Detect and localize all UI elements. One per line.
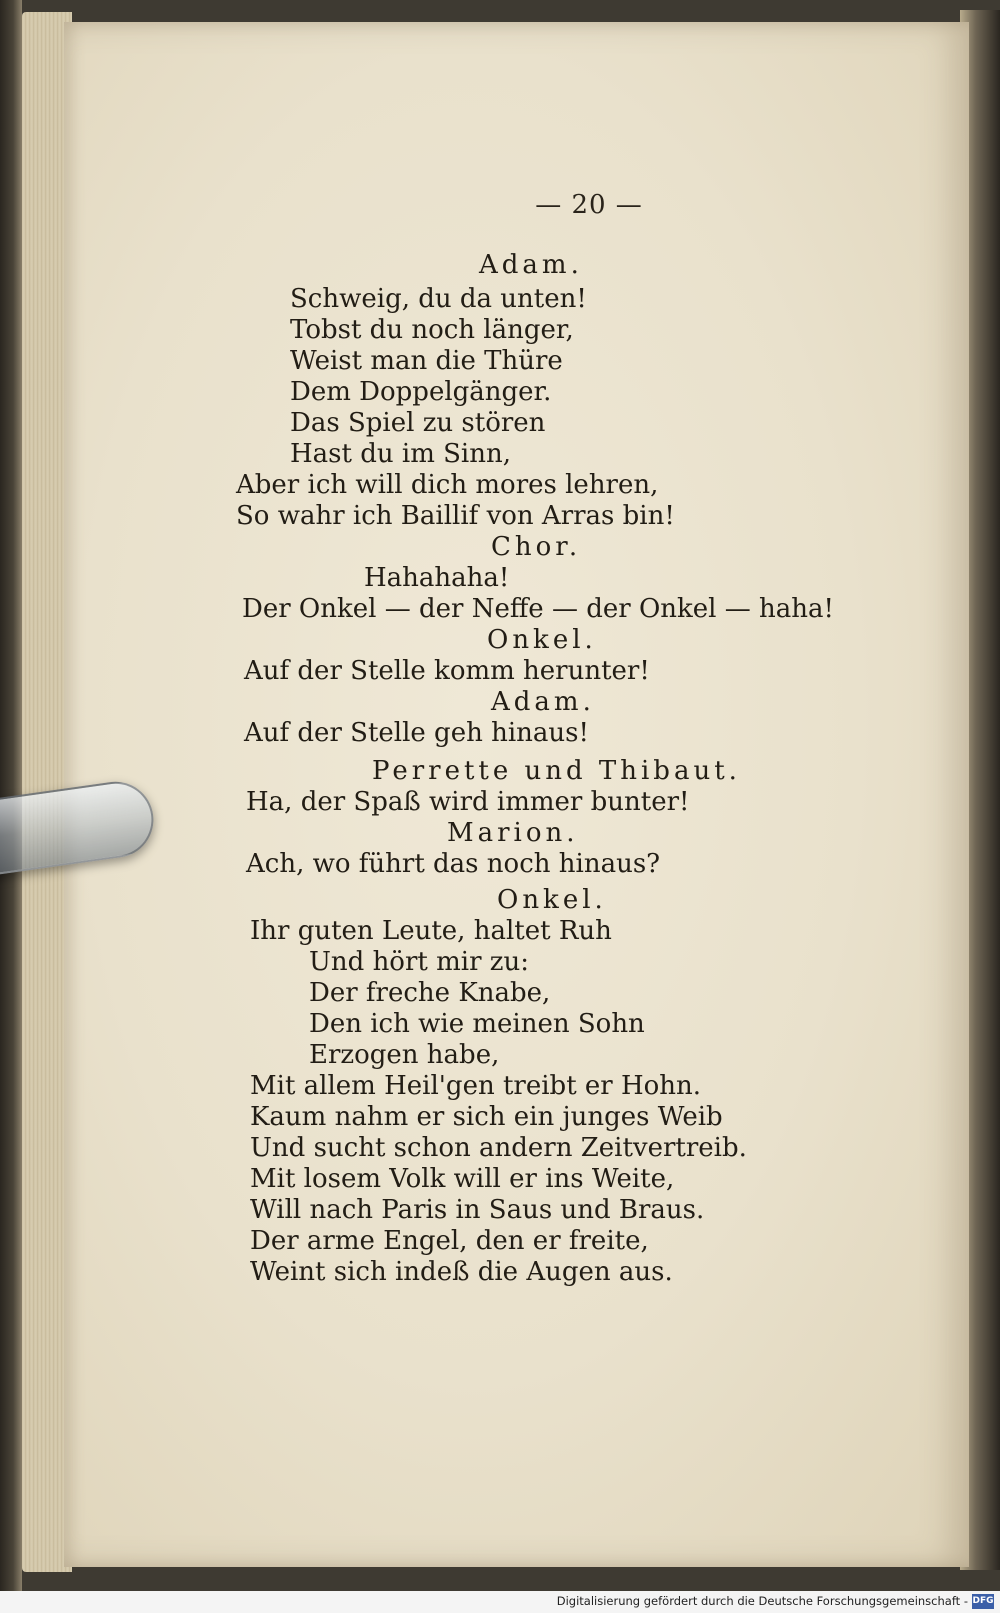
- speaker-onkel: Onkel.: [487, 625, 597, 655]
- verse-line: Ach, wo führt das noch hinaus?: [246, 849, 661, 879]
- book-page: [64, 22, 969, 1567]
- verse-line: Hast du im Sinn,: [290, 439, 511, 469]
- verse-line: Weint sich indeß die Augen aus.: [250, 1257, 673, 1287]
- verse-line: Will nach Paris in Saus und Braus.: [250, 1195, 705, 1225]
- speaker-onkel: Onkel.: [497, 885, 607, 915]
- speaker-marion: Marion.: [447, 818, 579, 848]
- verse-line: Ihr guten Leute, haltet Ruh: [250, 916, 612, 946]
- verse-line: Das Spiel zu stören: [290, 408, 546, 438]
- verse-line: Auf der Stelle komm herunter!: [244, 656, 650, 686]
- speaker-adam: Adam.: [491, 687, 595, 717]
- verse-line: Ha, der Spaß wird immer bunter!: [246, 787, 690, 817]
- funding-notice: Digitalisierung gefördert durch die Deutsche Forschungsgemeinschaft -: [556, 1594, 968, 1608]
- verse-line: Tobst du noch länger,: [290, 315, 574, 345]
- verse-line: So wahr ich Baillif von Arras bin!: [236, 501, 675, 531]
- verse-line: Mit allem Heil'gen treibt er Hohn.: [250, 1071, 702, 1101]
- verse-line: Aber ich will dich mores lehren,: [236, 470, 659, 500]
- verse-line: Mit losem Volk will er ins Weite,: [250, 1164, 675, 1194]
- verse-line: Dem Doppelgänger.: [290, 377, 552, 407]
- page-number: — 20 —: [535, 190, 643, 220]
- speaker-adam: Adam.: [479, 250, 583, 280]
- verse-line: Weist man die Thüre: [290, 346, 563, 376]
- verse-line: Auf der Stelle geh hinaus!: [244, 718, 589, 748]
- verse-line: Erzogen habe,: [309, 1040, 500, 1070]
- verse-line: Der freche Knabe,: [309, 978, 551, 1008]
- verse-line: Den ich wie meinen Sohn: [309, 1009, 645, 1039]
- footer-bar: [0, 1591, 1000, 1613]
- dfg-logo-icon: DFG: [972, 1594, 994, 1609]
- verse-line: Kaum nahm er sich ein junges Weib: [250, 1102, 723, 1132]
- verse-line: Der arme Engel, den er freite,: [250, 1226, 649, 1256]
- verse-line: Der Onkel — der Neffe — der Onkel — haha!: [242, 594, 834, 624]
- verse-line: Hahahaha!: [364, 563, 510, 593]
- speaker-perrette-thibaut: Perrette und Thibaut.: [372, 756, 741, 786]
- speaker-chor: Chor.: [491, 532, 582, 562]
- verse-line: Und sucht schon andern Zeitvertreib.: [250, 1133, 747, 1163]
- verse-line: Schweig, du da unten!: [290, 284, 587, 314]
- verse-line: Und hört mir zu:: [309, 947, 529, 977]
